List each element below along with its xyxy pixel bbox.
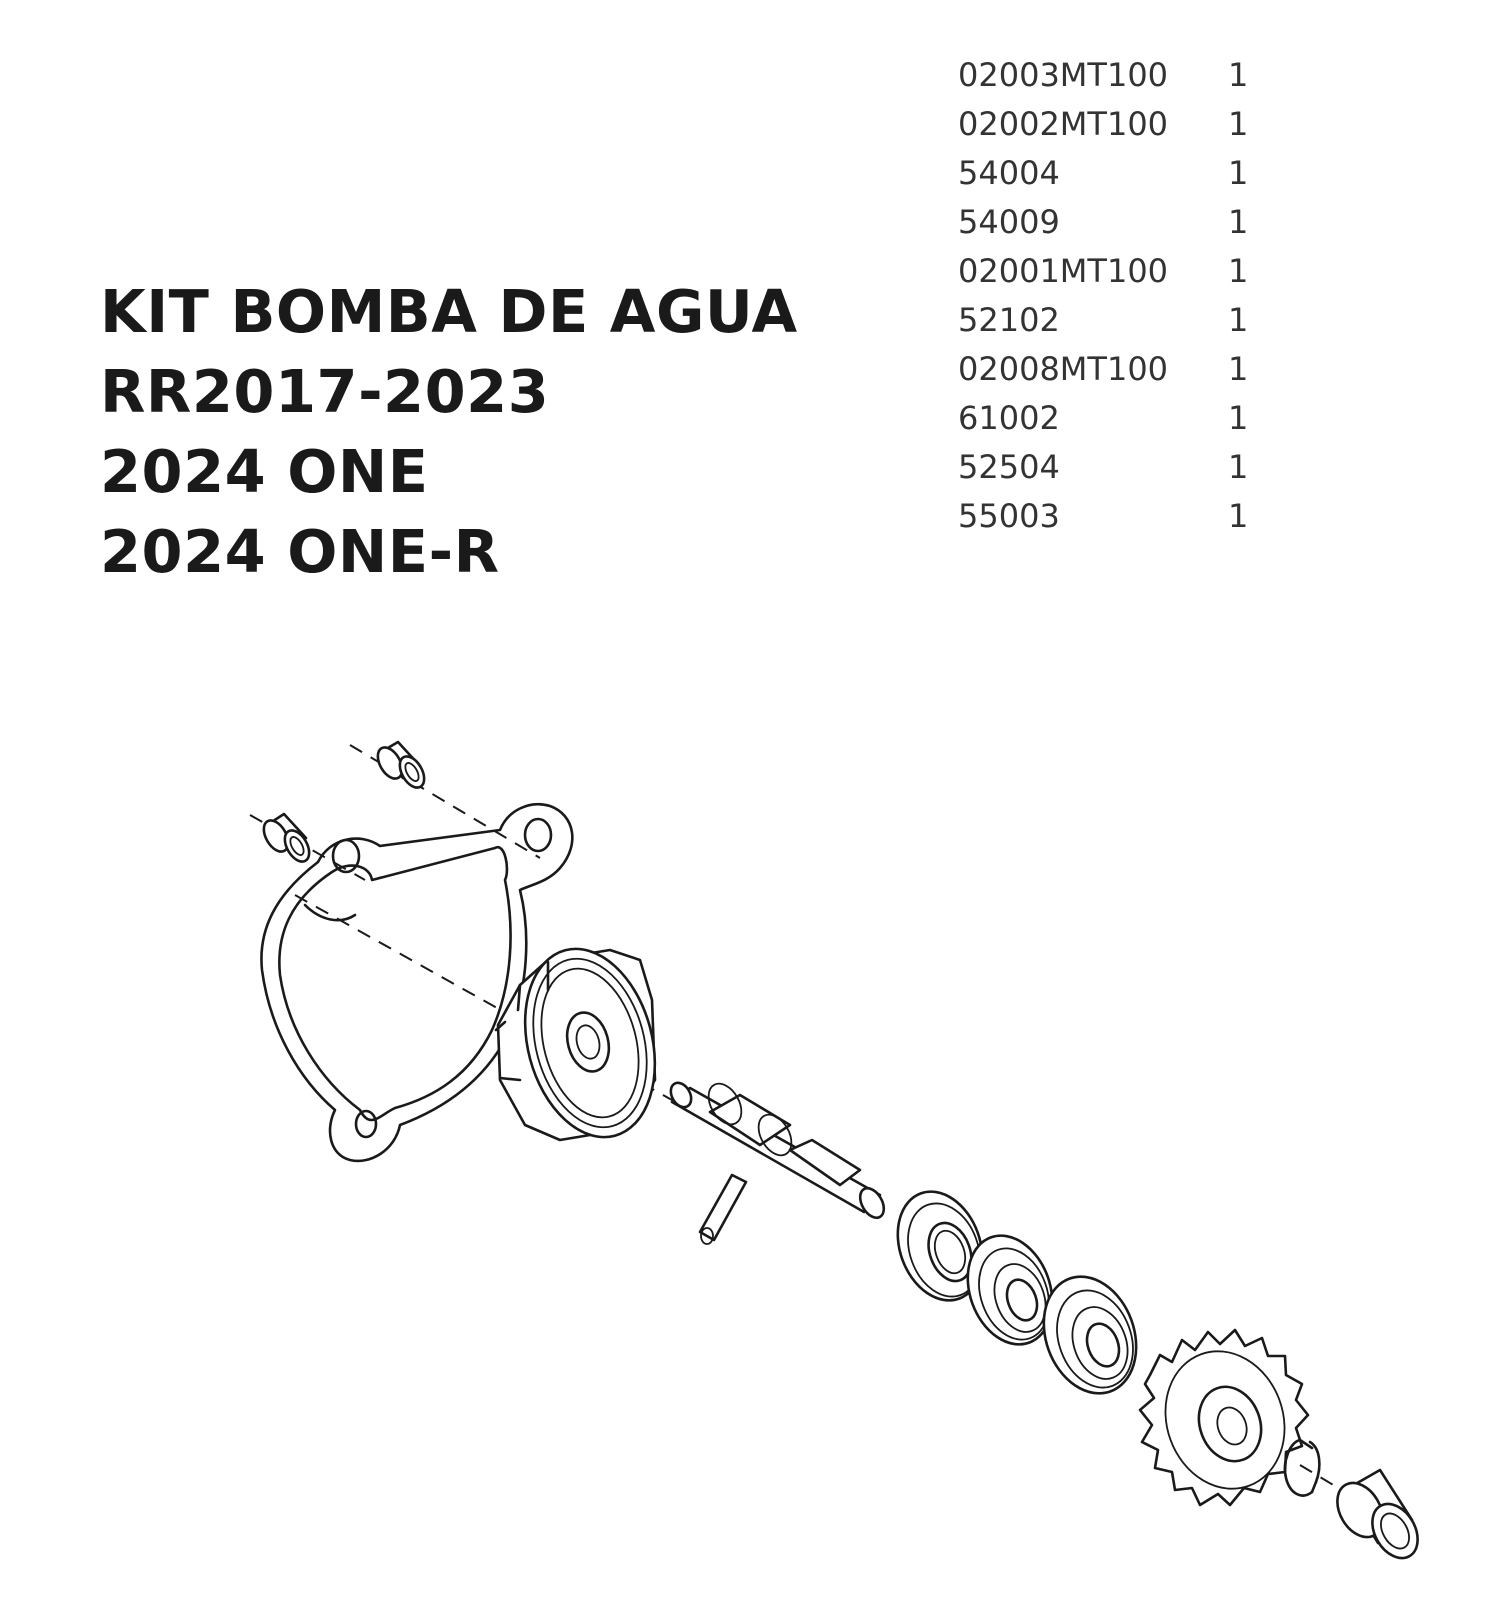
circlip	[1285, 1440, 1319, 1496]
part-code: 02003MT100	[958, 55, 1169, 94]
part-qty: 1	[1228, 447, 1249, 486]
title-line-4: 2024 ONE-R	[100, 517, 500, 586]
dowel-bushing-upper	[373, 742, 429, 792]
part-qty: 1	[1228, 300, 1249, 339]
spacer-collar	[1328, 1470, 1427, 1566]
part-code: 02001MT100	[958, 251, 1169, 290]
title-line-2: RR2017-2023	[100, 357, 550, 426]
title-line-3: 2024 ONE	[100, 437, 429, 506]
impeller	[496, 934, 675, 1152]
part-code: 52504	[958, 447, 1060, 486]
pump-drive-gear	[1140, 1330, 1308, 1506]
part-qty: 1	[1228, 153, 1249, 192]
part-code: 61002	[958, 398, 1060, 437]
part-qty: 1	[1228, 104, 1249, 143]
dowel-bushing-lower	[259, 814, 314, 866]
part-qty: 1	[1228, 349, 1249, 388]
part-code: 52102	[958, 300, 1060, 339]
part-qty: 1	[1228, 398, 1249, 437]
part-code: 54009	[958, 202, 1060, 241]
part-qty: 1	[1228, 496, 1249, 535]
shaft-pin	[700, 1175, 746, 1244]
part-code: 54004	[958, 153, 1060, 192]
part-code: 02008MT100	[958, 349, 1169, 388]
part-code: 55003	[958, 496, 1060, 535]
title-line-1: KIT BOMBA DE AGUA	[100, 277, 798, 346]
pump-shaft	[667, 1078, 889, 1222]
part-qty: 1	[1228, 251, 1249, 290]
part-qty: 1	[1228, 202, 1249, 241]
part-code: 02002MT100	[958, 104, 1169, 143]
part-qty: 1	[1228, 55, 1249, 94]
